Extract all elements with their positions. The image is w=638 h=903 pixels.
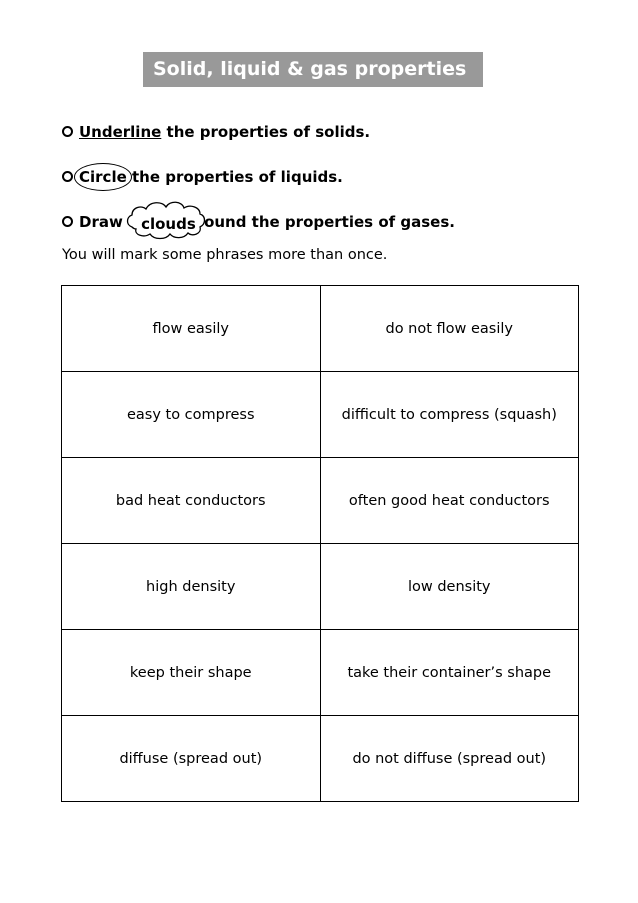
cloud-word: clouds bbox=[141, 215, 196, 233]
bullet-icon bbox=[62, 216, 73, 227]
instruction-keyword-underline: Underline bbox=[79, 123, 162, 141]
table-cell[interactable]: keep their shape bbox=[62, 630, 321, 716]
table-cell[interactable]: diffuse (spread out) bbox=[62, 716, 321, 802]
table-cell[interactable]: do not diffuse (spread out) bbox=[320, 716, 579, 802]
instruction-circle bbox=[62, 166, 343, 188]
table-cell[interactable]: flow easily bbox=[62, 286, 321, 372]
table-cell[interactable]: bad heat conductors bbox=[62, 458, 321, 544]
table-cell[interactable]: difficult to compress (squash) bbox=[320, 372, 579, 458]
instruction-text: ound the properties of gases. bbox=[204, 213, 455, 231]
table-cell[interactable]: high density bbox=[62, 544, 321, 630]
table-row bbox=[62, 372, 579, 458]
cloud-example bbox=[128, 211, 204, 233]
bullet-icon bbox=[62, 126, 73, 137]
properties-table bbox=[61, 285, 579, 802]
instruction-text: the properties of solids. bbox=[161, 123, 371, 141]
table-row bbox=[62, 716, 579, 802]
page-title: Solid, liquid & gas properties bbox=[143, 52, 483, 87]
table-cell[interactable]: low density bbox=[320, 544, 579, 630]
table-cell[interactable]: take their container’s shape bbox=[320, 630, 579, 716]
table-cell[interactable]: often good heat conductors bbox=[320, 458, 579, 544]
table-row bbox=[62, 458, 579, 544]
table-row bbox=[62, 544, 579, 630]
table-cell[interactable]: do not flow easily bbox=[320, 286, 579, 372]
instruction-underline bbox=[62, 121, 370, 143]
table-row bbox=[62, 630, 579, 716]
instruction-keyword-draw: Draw bbox=[79, 213, 129, 231]
bullet-icon bbox=[62, 171, 73, 182]
instruction-keyword-circle: Circle bbox=[79, 168, 127, 186]
table-cell[interactable]: easy to compress bbox=[62, 372, 321, 458]
table-row bbox=[62, 286, 579, 372]
instruction-clouds bbox=[62, 211, 455, 233]
instruction-text: the properties of liquids. bbox=[126, 168, 343, 186]
instruction-note: You will mark some phrases more than once. bbox=[62, 247, 388, 263]
